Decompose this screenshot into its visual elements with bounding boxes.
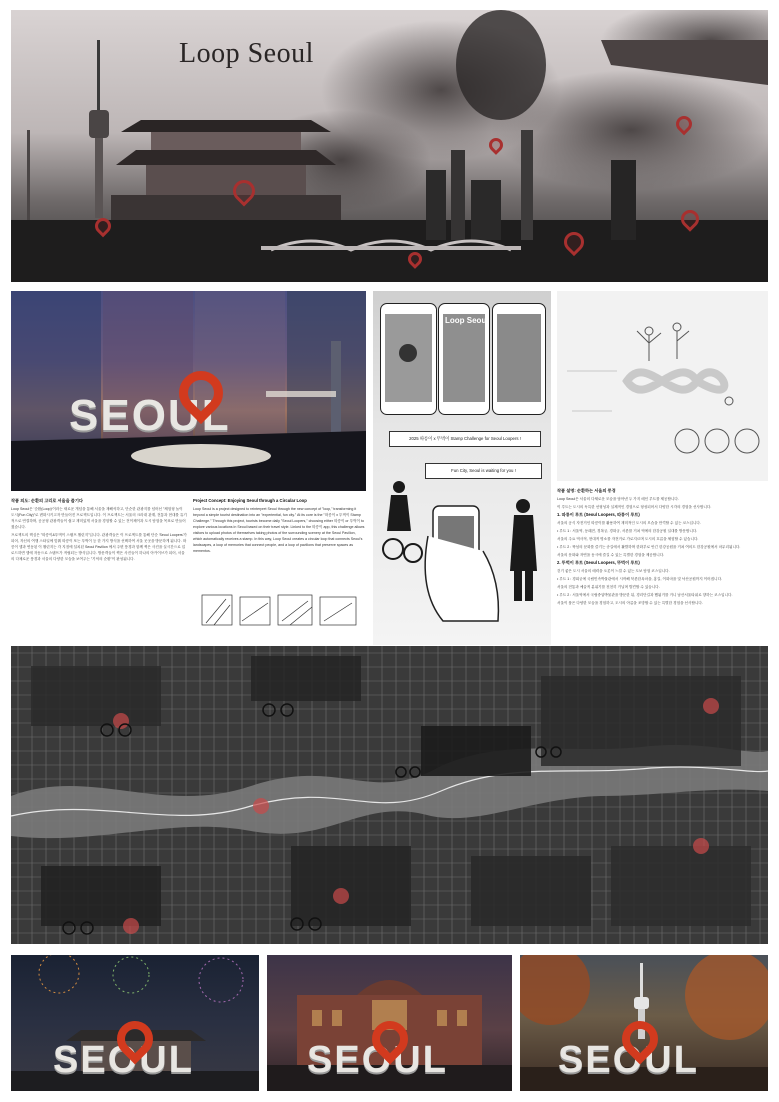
- seoul-route-map: [11, 646, 768, 944]
- bottom-photo-namsan: [520, 955, 768, 1091]
- infinity-loop-sketch: [557, 291, 768, 481]
- english-concept-text: [193, 498, 365, 556]
- app-logo: Loop Seoul: [445, 316, 489, 325]
- intent-paragraph-2: 프로젝트의 핵심은 "따릉이&뚜벅이 스탬프 챌린지"입니다. 관광객들은 이 프로젝트를 통해 단순 'Seoul Loopers'가 되어, 자신의 여행 스타일에 맞춰 따릉이 또는 뚜벅이 등 한 가지 방식을 선택하여 서울 곳곳을 방문하게 됩니다. 따릉이 앱과 연동된 이 챌린지는 각 지점에 설치된 Seoul Pavilion 에서 주변 풍경과 함께 찍은 사진을 실시간으로 업로드하면 앱에 자동으로 스탬프가 적립되는 방식입니다. 방문객들이 찍은 사진들이 하나의 아카이브가 되어, 서울의 다채로운 풍경과 서울의 다양한 모습을 보여주는 "기억의 순환"이 완성됩니다.: [11, 533, 187, 561]
- korean-description-text: [557, 488, 767, 608]
- route-heading-2: 2. 뚜벅이 루트 (Seoul Loopers, 뚜벅이 루트): [557, 560, 640, 565]
- route-2-text: 걷기 좋은 도시 서울의 매력을 오롯이 느낄 수 있는 도보 탐험 코스입니다.: [557, 569, 670, 573]
- route-1b-text: 서울의 주요 역사적, 현대적 명소를 자전거로 가로지르며 도시의 흐름을 체험할 수 있습니다.: [557, 537, 699, 541]
- korean-intent-text: [11, 498, 187, 564]
- route-1a-text: • 루트 1 : 서울역, 동래전, 경복궁, 경화궁, 서촌를 거쳐 역에의 한강공원 일대를 방문합니다.: [557, 529, 698, 533]
- concept-heading: Project Concept: Enjoying Seoul through a Circular Loop: [193, 498, 307, 503]
- route-heading-1: 1. 따릉이 루트 (Seoul Loopers, 따릉이 루트): [557, 512, 640, 517]
- speech-bubble-welcome: Fun City, Seoul is waiting for you !: [425, 463, 542, 479]
- route-1c-text: • 루트 2 : 뚝섬의 문화를 즐기는 송길에서 활발하며 한화부로 안긴 한강공원을 거쳐 여의도 한강공원에서 마무리됩니다.: [557, 545, 741, 549]
- seoul-sign-letters: SEOUL: [69, 391, 231, 440]
- hero-collage: [11, 10, 768, 282]
- seoul-sign-letters: SEOUL: [307, 1039, 448, 1081]
- intent-paragraph-1: Loop Seoul은 '순환(Loop)'이라는 새로운 개념을 통해 서울을 재해석하고, 단순한 관광지를 넘어선 "체험형 놀이 도시(Fun City)"로 변화시키고자 만들어진 프로젝트입니다. 이 프로젝트는 서울의 크라대 관계, 전통과 현대를 유기적으로 연결하며, 공공형 관광객들이 쉽고 재미있게 서울을 경험할 수 있는 전이채이과 도시 탐험을 목표로 만들어졌습니다.: [11, 507, 187, 529]
- seoul-sign-letters: SEOUL: [558, 1039, 699, 1081]
- description-intro-1: Loop Seoul은 서울의 다채로운 모습을 담아낸 두 가지 메인 루트를 제공합니다.: [557, 497, 679, 501]
- speech-bubble-challenge: 2025 따릉이 x 뚜벅이 Stamp Challenge for Seoul Loopers !: [389, 431, 541, 447]
- description-intro-2: 이 루트는 도시의 독특한 선형성과 실제적인 경험으로 형성되어서 다양한 시각의 경험을 선사합니다.: [557, 505, 712, 509]
- loop-riders-illustration: [557, 291, 768, 481]
- description-heading: 작품 설명: 순환하는 서울의 풍경: [557, 488, 616, 493]
- seoul-pavilion-night-photo: [11, 291, 366, 491]
- poster-title: Loop Seoul: [179, 38, 314, 69]
- route-1d-text: 서울의 문화와 자연을 동시에 즐길 수 있는 특별한 경험을 제공합니다.: [557, 553, 665, 557]
- seoul-sign-letters: SEOUL: [53, 1039, 194, 1081]
- route-1-text: 서울의 공식 자전거인 따릉이를 활용하여 재미적인 도시의 모습을 만끽할 수 있는 코스입니다.: [557, 521, 701, 525]
- intent-heading: 작품 의도: 순환의 고리로 서울을 즐기다: [11, 498, 83, 503]
- route-2b-text: 서울의 전통과 예술적 분위기를 천천히 거닐며 발견할 수 있습니다.: [557, 585, 660, 589]
- pavilion-sketch-strip: [196, 585, 362, 635]
- bottom-photo-seoul-station: [267, 955, 512, 1091]
- travelers-illustration: [373, 291, 551, 645]
- route-2d-text: 서울이 품은 다양한 모습을 경험하고, 도시의 아름을 조망할 수 있는 특별한 경험을 선사합니다.: [557, 601, 703, 605]
- route-2a-text: • 루트 1 : 경희궁에 국립민속박물관에서 시작해 북촌한옥마을, 홍길, 이화마을 및 낙산공원까지 이어집니다.: [557, 577, 723, 581]
- city-map-illustration: [11, 646, 768, 944]
- hero-skyline-illustration: [11, 10, 768, 282]
- bottom-photo-gwanghwamun: [11, 955, 259, 1091]
- concept-paragraph: Loop Seoul is a project designed to reinterpret Seoul through the new concept of "loop," transforming it beyond a simple tourist destination into an "experiential, fun city." At its core is the "따릉이 x 뚜벅이 Stamp Challenge." Through this project, tourists become daily "Seoul Loopers," choosing either 따릉이 or 뚜벅이 to explore various locations in Seoul based on their travel style. Linked to the 따릉이 app, this challenge allows visitors to upload photos of themselves taking photos of the surrounding scenery at the Seoul Pavilion, which automatically receives a stamp. In this way, Loop Seoul creates a circular loop that connects Seoul's landscapes, a loop of memories that connect people, and a loop of pavilions that preserve spaces as mementos.: [193, 507, 365, 553]
- app-mockup-panel: [373, 291, 551, 645]
- route-2c-text: • 루트 2 : 서울역에서 국립중앙박물관을 방문한 뒤, 경리단길과 했됨거를 거니 남산서울타워로 향하는 코스입니다.: [557, 593, 733, 597]
